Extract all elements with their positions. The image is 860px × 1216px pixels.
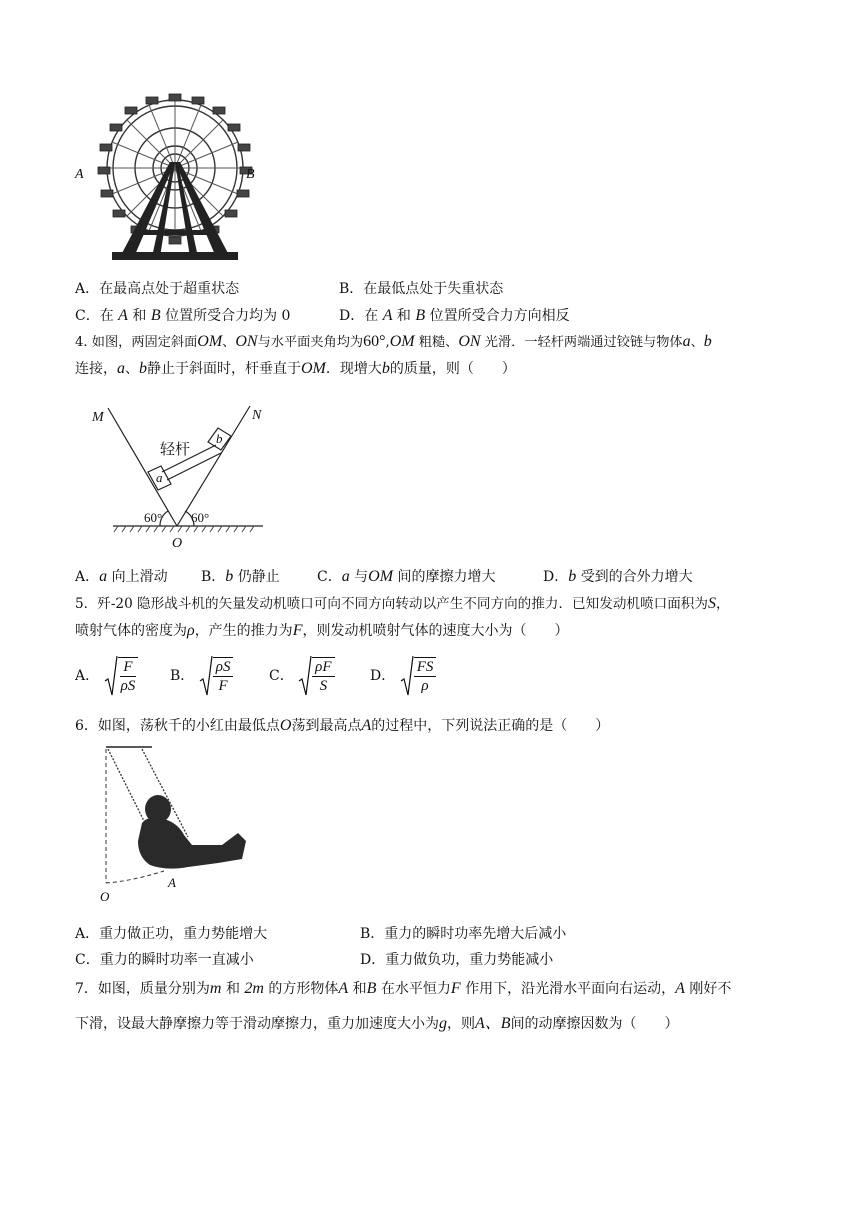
- q4-var-a: a: [341, 568, 350, 585]
- option-text: 向上滑动: [111, 569, 168, 585]
- denominator: S: [319, 678, 328, 694]
- option-text: 与: [354, 569, 369, 585]
- q5-stem-line1: [75, 594, 730, 614]
- label-angle-right: 60°: [191, 510, 210, 525]
- q3-option-d-mid: 和: [396, 308, 411, 324]
- q4-stem-line1: [75, 332, 712, 353]
- q3-option-c-mid: 和: [132, 308, 147, 324]
- q3-option-c: [75, 306, 290, 326]
- q7-text: 下滑，设最大静摩擦力等于滑动摩擦力，重力加速度大小为: [75, 1016, 439, 1032]
- option-label: B．: [201, 569, 226, 585]
- q7-stem-line1: [75, 979, 731, 999]
- q5-text: ，: [715, 596, 730, 612]
- fraction: [312, 657, 334, 695]
- sqrt-expression: [298, 655, 334, 697]
- label-b: B: [246, 167, 255, 182]
- q6-var-a: A: [361, 717, 372, 734]
- denominator: ρS: [120, 678, 136, 694]
- q4-stem-line2: [75, 359, 516, 379]
- sqrt-expression: [199, 655, 234, 697]
- q7-text: 间的动摩擦因数为（ ）: [510, 1016, 679, 1032]
- label-m: M: [92, 410, 104, 425]
- q4-om: OM: [389, 333, 415, 350]
- option-label: A．: [75, 569, 100, 585]
- q4-var-b: b: [703, 333, 712, 350]
- q4-option-d: [543, 567, 693, 587]
- q4-on: ON: [235, 333, 258, 350]
- q4-var-b: b: [568, 568, 577, 585]
- q3-option-d-suffix: 位置所受合力方向相反: [429, 308, 570, 324]
- q4-option-a: [75, 567, 168, 587]
- q5-text: 5．歼-20 隐形战斗机的矢量发动机喷口可向不同方向转动以产生不同方向的推力．已知发动机喷口面积为: [75, 596, 708, 612]
- q5-text: ，产生的推力为: [194, 623, 293, 639]
- q4-text: 4. 如图，两固定斜面: [75, 335, 198, 350]
- q3-option-c-prefix: C．在: [75, 308, 114, 324]
- q4-var-b: b: [225, 568, 234, 585]
- label-n: N: [252, 408, 262, 423]
- option-label: C．: [269, 668, 294, 684]
- option-label: D．: [543, 569, 569, 585]
- fraction: [118, 657, 139, 695]
- numerator: FS: [414, 658, 437, 677]
- q5-option-b: [170, 655, 233, 697]
- q7-text: 和: [352, 981, 367, 997]
- q4-var-b: b: [139, 360, 147, 377]
- option-label: D．: [370, 668, 396, 684]
- q7-text: 和: [225, 981, 240, 997]
- label-block-a: a: [156, 470, 163, 485]
- q7-text: 在水平恒力: [380, 981, 451, 997]
- q5-var-s: S: [707, 595, 716, 612]
- q4-option-c: [317, 567, 496, 587]
- q4-on: ON: [458, 333, 481, 350]
- q5-option-c: [269, 655, 335, 697]
- q4-text: 静止于斜面时，杆垂直于: [147, 361, 301, 377]
- numerator: ρS: [213, 658, 234, 677]
- q5-text: 喷射气体的密度为: [75, 623, 187, 639]
- option-label: C．: [317, 569, 342, 585]
- q3-option-d-prefix: D．在: [339, 308, 379, 324]
- q3-option-d-var-b: B: [415, 307, 426, 324]
- label-o: O: [172, 536, 183, 551]
- q4-om: OM: [197, 333, 223, 350]
- q7-var-g: g: [439, 1015, 447, 1032]
- radical-sign: [298, 655, 312, 697]
- q6-option-d: D．重力做负功，重力势能减小: [360, 952, 554, 968]
- q3-option-c-suffix: 位置所受合力均为 0: [165, 308, 291, 324]
- q7-text: 7．如图，质量分别为: [75, 981, 210, 997]
- q4-text: ．现增大: [325, 361, 382, 377]
- q4-option-b: [201, 567, 280, 587]
- q3-option-a: A．在最高点处于超重状态: [75, 281, 240, 297]
- numerator: F: [120, 658, 135, 677]
- label-angle-left: 60°: [144, 510, 163, 525]
- option-label: B．: [170, 668, 195, 684]
- q4-var-b: b: [381, 360, 390, 377]
- q7-text: 刚好不: [689, 981, 732, 997]
- denominator: F: [218, 678, 228, 694]
- q5-var-rho: ρ: [187, 622, 195, 639]
- radical-sign: [400, 655, 414, 697]
- q7-var-f: F: [450, 980, 461, 997]
- label-a: A: [75, 167, 84, 182]
- swing-drawing: [92, 745, 262, 910]
- fraction: [414, 657, 437, 695]
- q7-text: 的方形物体: [268, 981, 339, 997]
- q4-var-a: a: [682, 333, 691, 350]
- q6-var-o: O: [279, 717, 292, 734]
- q6-option-a: A．重力做正功，重力势能增大: [75, 926, 268, 942]
- option-text: 受到的合外力增大: [580, 569, 693, 585]
- option-text: 仍静止: [237, 569, 280, 585]
- q4-text: 粗糙、: [418, 335, 459, 350]
- denominator: ρ: [421, 678, 429, 694]
- option-text: 间的摩擦力增大: [397, 569, 496, 585]
- sqrt-expression: [400, 655, 437, 697]
- q5-text: ，则发动机喷射气体的速度大小为（ ）: [302, 623, 569, 639]
- q7-var-2m: 2m: [244, 980, 264, 997]
- q6-text: 的过程中，下列说法正确的是（ ）: [371, 718, 610, 734]
- numerator: ρF: [312, 658, 334, 677]
- q7-var-m: m: [209, 980, 222, 997]
- q6-text: 6．如图，荡秋千的小红由最低点: [75, 718, 280, 734]
- q4-angle: 60°: [363, 333, 386, 350]
- q5-var-f: F: [292, 622, 303, 639]
- label-a: A: [168, 875, 176, 890]
- swing-figure: [92, 745, 262, 910]
- q6-option-b: B．重力的瞬时功率先增大后减小: [360, 926, 567, 942]
- q7-text: 作用下，沿光滑水平面向右运动，: [465, 981, 676, 997]
- q4-om: OM: [301, 360, 326, 377]
- q4-om: OM: [368, 568, 394, 585]
- q4-sep: 、: [690, 335, 704, 350]
- q4-text: 连接，: [75, 361, 117, 377]
- q4-var-a: a: [117, 360, 125, 377]
- label-rod: 轻杆: [160, 440, 191, 458]
- fraction: [213, 657, 234, 695]
- q4-text: 与水平面夹角均为: [257, 335, 364, 350]
- q4-sep: 、: [222, 335, 236, 350]
- q4-var-a: a: [99, 568, 108, 585]
- radical-sign: [104, 655, 118, 697]
- label-block-b: b: [216, 431, 223, 446]
- q3-option-c-var-b: B: [150, 307, 161, 324]
- q3-option-d-var-a: A: [382, 307, 393, 324]
- q7-stem-line2: [75, 1014, 679, 1034]
- incline-figure: [88, 400, 288, 560]
- q3-option-c-var-a: A: [118, 307, 128, 324]
- q7-text: ，则: [447, 1016, 475, 1032]
- ferris-wheel-figure: [72, 92, 272, 267]
- q5-stem-line2: [75, 621, 568, 641]
- q6-text: 荡到最高点: [291, 718, 362, 734]
- incline-drawing: [88, 400, 288, 560]
- q4-sep: 、: [125, 361, 139, 377]
- q7-var-a: A: [338, 980, 349, 997]
- ferris-wheel-drawing: [72, 92, 272, 267]
- option-label: A．: [75, 668, 100, 684]
- q4-text: 的质量，则（ ）: [389, 361, 516, 377]
- radical-sign: [199, 655, 213, 697]
- q3-option-d: [339, 306, 570, 326]
- q6-stem: [75, 716, 609, 736]
- q5-option-a: [75, 655, 138, 697]
- q7-var-a: A: [675, 980, 685, 997]
- q7-var-ab: A、B: [475, 1015, 511, 1032]
- q7-var-b: B: [366, 980, 377, 997]
- q5-option-d: [370, 655, 436, 697]
- q3-option-b: B．在最低点处于失重状态: [339, 281, 504, 297]
- q4-comma: ,: [385, 335, 390, 350]
- q4-text: 光滑．一轻杆两端通过铰链与物体: [484, 335, 683, 350]
- sqrt-expression: [104, 655, 139, 697]
- q6-option-c: C．重力的瞬时功率一直减小: [75, 952, 254, 968]
- label-o: O: [100, 889, 110, 904]
